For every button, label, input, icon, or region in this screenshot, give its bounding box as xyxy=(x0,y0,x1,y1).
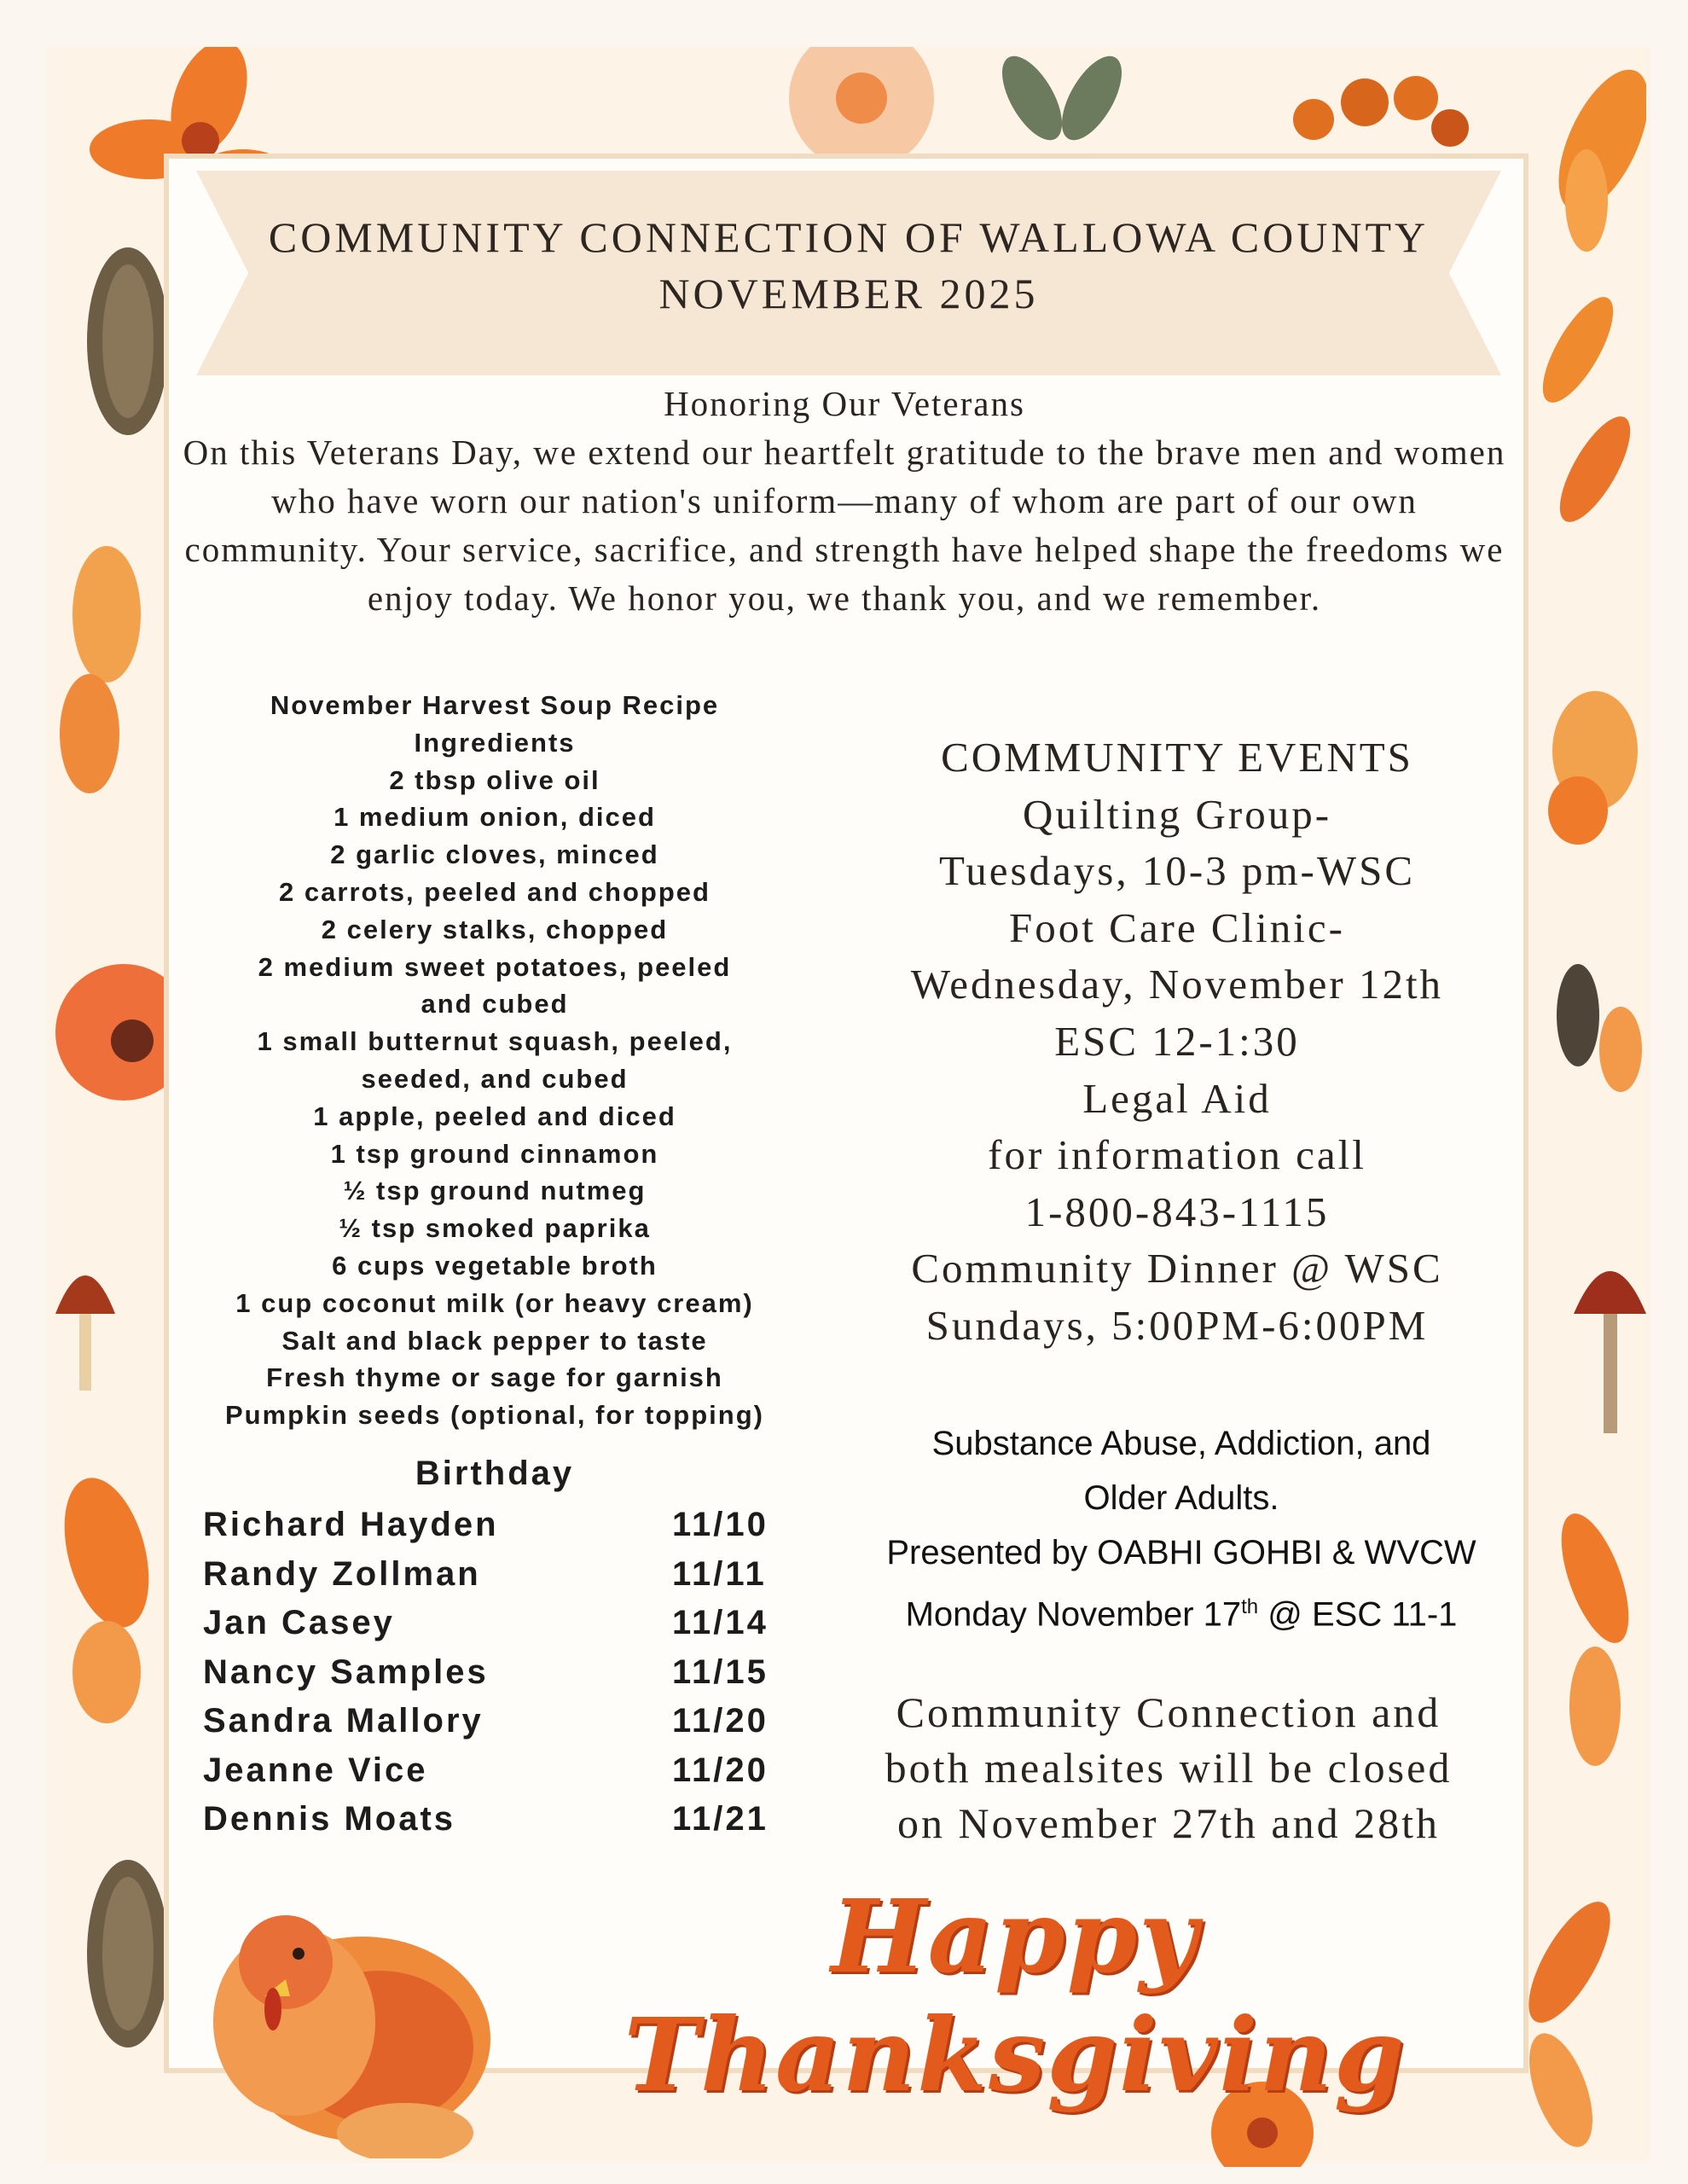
mushroom-icon xyxy=(1569,1228,1650,1450)
event-line: 1-800-843-1115 xyxy=(1024,1188,1330,1235)
leaf-branch-icon xyxy=(1527,282,1646,555)
birthday-row xyxy=(203,1702,783,1751)
recipe-item: ½ tsp ground nutmeg xyxy=(343,1176,647,1206)
recipe-item: Pumpkin seeds (optional, for topping) xyxy=(225,1400,764,1431)
birthday-name: Jan Casey xyxy=(203,1604,395,1641)
seed-icon xyxy=(81,1851,175,2056)
recipe-item: Salt and black pepper to taste xyxy=(281,1325,708,1356)
birthday-name: Nancy Samples xyxy=(203,1653,489,1691)
birthday-date: 11/10 xyxy=(672,1506,769,1543)
recipe-item: 2 garlic cloves, minced xyxy=(330,839,659,870)
substance-location: @ ESC 11-1 xyxy=(1258,1595,1458,1634)
recipe-item: 2 carrots, peeled and chopped xyxy=(279,876,711,907)
flower-icon xyxy=(47,1467,166,1723)
berries-icon xyxy=(1279,51,1476,154)
leaf-icon xyxy=(1535,947,1646,1118)
substance-date-line xyxy=(832,1580,1531,1641)
ordinal-suffix: th xyxy=(1241,1595,1259,1618)
event-line: ESC 12-1:30 xyxy=(1054,1017,1300,1065)
birthday-name: Sandra Mallory xyxy=(203,1702,484,1740)
flower-icon xyxy=(1527,682,1646,904)
birthday-date: 11/20 xyxy=(672,1702,769,1740)
flower-icon xyxy=(47,938,175,1135)
event-line: Foot Care Clinic- xyxy=(1009,903,1345,951)
substance-line: Older Adults. xyxy=(1083,1479,1279,1517)
birthday-row xyxy=(203,1604,783,1653)
event-line: Legal Aid xyxy=(1082,1074,1272,1122)
recipe-item: 1 apple, peeled and diced xyxy=(313,1101,676,1131)
community-events xyxy=(853,729,1501,1355)
birthday-list xyxy=(203,1506,783,1850)
substance-line: Presented by OABHI GOHBI & WVCW xyxy=(886,1534,1476,1571)
birthday-name: Dennis Moats xyxy=(203,1800,456,1838)
closure-line: both mealsites will be closed xyxy=(885,1744,1453,1792)
turkey-icon xyxy=(192,1868,490,2158)
event-line: Tuesdays, 10-3 pm-WSC xyxy=(938,847,1416,895)
veterans-section xyxy=(179,380,1510,623)
recipe-item: 1 tsp ground cinnamon xyxy=(330,1138,659,1169)
birthday-row xyxy=(203,1653,783,1703)
birthday-heading: Birthday xyxy=(415,1455,575,1492)
birthday-row xyxy=(203,1800,783,1850)
birthday-date: 11/11 xyxy=(672,1554,767,1593)
birthday-date: 11/20 xyxy=(672,1751,769,1789)
substance-line: Substance Abuse, Addiction, and xyxy=(931,1425,1431,1462)
recipe-item: 2 medium sweet potatoes, peeled and cubed xyxy=(258,951,732,1019)
birthday-row xyxy=(203,1555,783,1605)
birthday-name: Randy Zollman xyxy=(203,1554,481,1593)
recipe-item: 2 celery stalks, chopped xyxy=(321,914,669,944)
closure-line: Community Connection and xyxy=(896,1688,1441,1736)
recipe-item: ½ tsp smoked paprika xyxy=(339,1213,651,1244)
birthday-row xyxy=(203,1506,783,1555)
title-line-2: NOVEMBER 2025 xyxy=(658,270,1039,317)
page-title xyxy=(196,209,1501,322)
birthday-date: 11/15 xyxy=(672,1653,769,1691)
substance-abuse-event xyxy=(832,1416,1531,1641)
recipe-item: 1 medium onion, diced xyxy=(334,802,656,833)
closure-line: on November 27th and 28th xyxy=(896,1799,1440,1847)
seed-icon xyxy=(81,239,175,444)
birthday-name: Jeanne Vice xyxy=(203,1751,428,1789)
event-line: for information call xyxy=(988,1131,1366,1179)
happy-thanksgiving: Happy Thanksgiving xyxy=(624,1877,1407,2114)
flower-icon xyxy=(1527,47,1646,286)
closure-notice xyxy=(819,1685,1518,1851)
recipe-item: Fresh thyme or sage for garnish xyxy=(266,1362,723,1393)
events-heading: COMMUNITY EVENTS xyxy=(941,734,1413,781)
birthday-name: Richard Hayden xyxy=(203,1506,499,1543)
recipe-item: 2 tbsp olive oil xyxy=(389,764,600,795)
substance-date: Monday November 17 xyxy=(905,1595,1242,1634)
recipe-subtitle: Ingredients xyxy=(414,727,576,758)
recipe-item: 6 cups vegetable broth xyxy=(332,1250,658,1281)
birthday-row xyxy=(203,1751,783,1801)
recipe-item: 1 cup coconut milk (or heavy cream) xyxy=(235,1287,754,1318)
event-line: Sundays, 5:00PM-6:00PM xyxy=(925,1301,1429,1349)
leaf-branch-icon xyxy=(1535,1502,1646,1774)
veterans-message: On this Veterans Day, we extend our heartfelt gratitude to the brave men and women who have worn our nation's uniform—many of whom are part of our own community. Your service, sacrifice, and strength have helped shape the freedoms we enjoy today. We honor you, we thank you, and we remember. xyxy=(183,433,1506,618)
recipe-item: 1 small butternut squash, peeled, seeded, and cubed xyxy=(257,1026,733,1094)
recipe-title: November Harvest Soup Recipe xyxy=(270,690,720,720)
leaf-branch-icon xyxy=(981,47,1151,166)
event-line: Community Dinner @ WSC xyxy=(911,1245,1443,1292)
veterans-heading: Honoring Our Veterans xyxy=(664,384,1025,423)
flower-icon xyxy=(47,546,166,802)
mushroom-icon xyxy=(47,1237,124,1408)
event-line: Wednesday, November 12th xyxy=(910,961,1444,1008)
recipe-section xyxy=(162,687,827,1434)
title-line-1: COMMUNITY CONNECTION OF WALLOWA COUNTY xyxy=(268,213,1430,261)
birthday-date: 11/21 xyxy=(672,1800,769,1838)
birthday-date: 11/14 xyxy=(672,1604,769,1641)
event-line: Quilting Group- xyxy=(1022,790,1332,838)
